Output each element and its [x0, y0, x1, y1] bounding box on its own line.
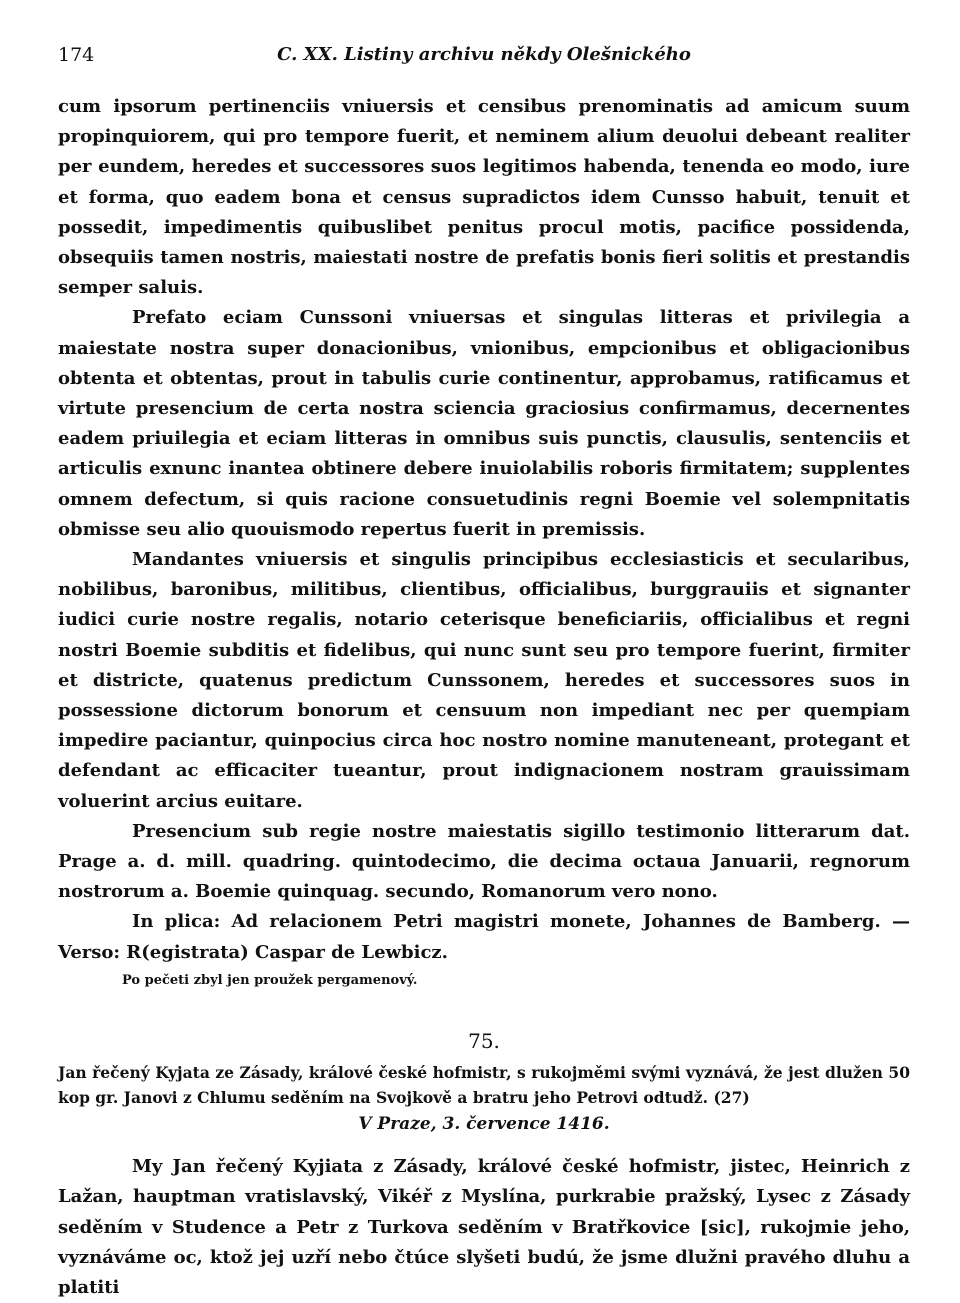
document-text: My Jan řečený Kyjiata z Zásady, králové české hofmistr, jistec, Heinrich z Lažan, hauptman vratislavský, Vikéř z Myslína, purkrabie pražský, Lysec z Zásady seděním v Studence a Petr z Turkova seděním v Bratřkovice [sic], rukojmie jeho, vyznáváme oc, ktož jej uzří nebo čtúce slyšeti budú, že jsme dlužni pravého dluhu a platiti — [58, 1156, 910, 1298]
paragraph: Mandantes vniuersis et singulis principibus ecclesiasticis et secularibus, nobilibus, baronibus, militibus, clientibus, officialibus, burggrauiis et signanter iudici curie nostre regalis, notario ceterisque beneficiariis, officialibus et regni nostri Boemie subditis et fidelibus, qui nunc sunt seu pro tempore fuerint, firmiter et districte, quatenus predictum Cunssonem, heredes et successores suos in possessione dictorum bonorum et censuum non impediant nec per quempiam impedire paciantur, quinpocius circa hoc nostro nomine manuteneant, protegant et defendant ac efficaciter tueantur, prout indignacionem nostram grauissimam voluerint arcius euitare. — [58, 549, 910, 812]
page-number: 174 — [58, 44, 95, 66]
paragraph: cum ipsorum pertinenciis vniuersis et censibus prenominatis ad amicum suum propinquiorem, qui pro tempore fuerit, et neminem alium deuolui debeant realiter per eundem, heredes et successores suos legitimos habenda, tenenda eo modo, iure et forma, quo eadem bona et census supradictos idem Cunsso habuit, tenuit et possedit, impedimentis quibuslibet penitus procul motis, pacifice possidenda, obsequiis tamen nostris, maiestati nostre de prefatis bonis fieri solitis et prestandis semper saluis. — [58, 96, 910, 299]
endorsement: In plica: Ad relacionem Petri magistri monete, Johannes de Bamberg. — Verso: R(egistrata) Caspar de Lewbicz. — [58, 911, 910, 963]
paragraph: Presencium sub regie nostre maiestatis sigillo testimonio litterarum dat. Prage a. d. mill. quadring. quintodecimo, die decima octaua Januarii, regnorum nostrorum a. Boemie quinquag. secundo, Romanorum vero nono. — [58, 820, 910, 903]
body-text — [58, 92, 910, 1303]
document-date: V Praze, 3. července 1416. — [358, 1114, 610, 1135]
paragraph: Prefato eciam Cunssoni vniuersas et singulas litteras et privilegia a maiestate nostra super donacionibus, vnionibus, empcionibus et obligacionibus obtenta et obtentas, prout in tabulis curie continentur, approbamus, ratificamus et virtute presencium de certa nostra sciencia graciosius confirmamus, decernentes eadem priuilegia et eciam litteras in omnibus suis punctis, clausulis, sentenciis et articulis exnunc inantea obtinere debere inuiolabilis roboris firmitatem; supplentes omnem defectum, si quis racione consuetudinis regni Boemie vel solempnitatis obmisse seu alio quouismodo repertus fuerit in premissis. — [58, 307, 910, 540]
seal-note: Po pečeti zbyl jen proužek pergamenový. — [122, 972, 418, 988]
document-number: 75. — [468, 1028, 500, 1053]
running-title: C. XX. Listiny archivu někdy Olešnického — [277, 44, 691, 65]
page-header — [58, 44, 910, 74]
document-regest: Jan řečený Kyjata ze Zásady, králové české hofmistr, s rukojměmi svými vyznává, že jest dlužen 50 kop gr. Janovi z Chlumu seděním na Svojkově a bratru jeho Petrovi odtudž. (27) — [58, 1063, 910, 1108]
